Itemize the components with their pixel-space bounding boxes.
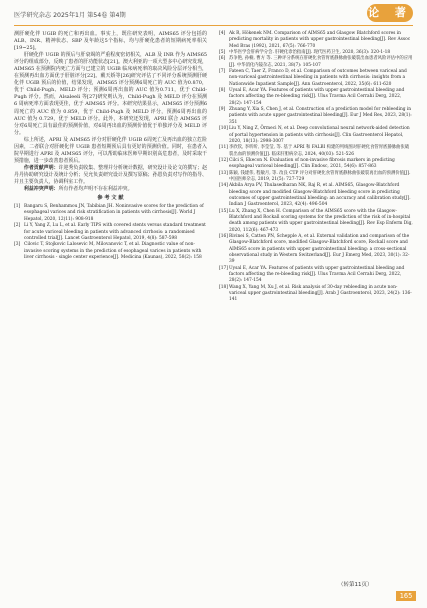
references-title: 参 考 文 献	[97, 195, 124, 202]
left-column	[14, 31, 207, 261]
reference-number: [14]	[219, 183, 228, 189]
reference-number: [18]	[219, 284, 228, 290]
right-column	[219, 31, 413, 304]
reference-number: [2]	[14, 223, 21, 229]
reference-text: 苏争艳, 孙楠, 曹方 等. 三种评分系统在肝硬化食管胃底静脉曲张破裂出血患者风险评估中的应用[J]. 中华消化内镜杂志, 2021, 38(7): 105-107	[229, 56, 413, 68]
reference-item	[219, 183, 413, 208]
conflict-text: 所有作者均声明不存在利益冲突。	[58, 186, 133, 193]
reference-text: 陈颖, 钱建伟, 程敏月, 等. 改良 CTP 评分对肝硬化食管胃底静脉曲张破裂再出血的预测价值[J]. 中国医师杂志, 2019, 21(5): 727-729	[229, 170, 411, 182]
reference-text: Ak R, Hökenek NM. Comparison of AIMS65 and Glasgow Blatchford scores in predicting mortality in patients with upper gastrointestinal bleeding[J]. Rev Assoc Med Bras (1992), 2021, 67(5): 766-770	[229, 31, 411, 49]
reference-item	[219, 56, 413, 69]
reference-item	[219, 171, 413, 184]
reference-item	[219, 107, 413, 126]
paragraph: 测肝硬化伴 UGIB 的死亡和再出血。事实上，既往研究表明，AIMS65 评分包括的 ALB、INR、精神状态、SBP 及年龄这5个指标，均与肝硬化患者的短期病死率相关[19~25]。	[14, 31, 207, 52]
reference-number: [12]	[219, 157, 228, 163]
reference-text: Cilci S, Ekecon N. Evaluation of non-invasive fibrosis markers in predicting esophageal variceal bleeding[J]. Clin Endosc, 2021, 54(6): 857-863	[229, 157, 395, 170]
reference-item	[219, 31, 413, 50]
reference-number: [6]	[219, 56, 226, 62]
reference-text: Lu X, Zhang X, Chen H. Comparison of the AIMS65 score with the Glasgow-Blatchford and Rockall scoring systems for the prediction of the risk of in-hospital death among patients with upper gastrointestinal bleeding[J]. Rev Esp Enferm Dig, 2020, 112(6): 467-473	[229, 208, 413, 233]
reference-number: [15]	[219, 208, 228, 214]
reference-number: [10]	[219, 126, 228, 132]
reference-item	[219, 158, 413, 171]
reference-item	[219, 266, 413, 285]
paragraph: 综上所述，APRI 及 AIMS65 评分对肝硬化伴 UGIB 6周死亡及再出血的独立危险因素，二者联合对肝硬化伴 UGIB 患者短期预后具有更好的预测价值。同时，在患者入院早期进行 APRI 及 AIMS65 评分，可以帮助临床医师早期识别高危患者，及时采取干预措施，进一步改善患者预后。	[14, 136, 207, 164]
paragraph: 肝硬化伴 UGIB 的预后与肝衰竭的严重程度密切相关，ALB 及 INR 作为 AIMS65 评分的组成部分，反映了患者的肝功能状态[21]。澳大利亚的一项大型多中心研究发现，AIMS65 在预测院内死亡方面与已建立的 UGIB 临床病死率的取决风险分层评分相当，在预测再出血方面优于肝脏评分[22]。戴天娇等[26]研究评估了不同评分系统预测肝硬化伴 UGIB 预后的价值，结果发现，AIMS65 评分预测6周死亡的 AUC 值为0.870，优于 Child-Pugh、MELD 评分；预测6周再出血的 AUC 值为0.711，优于 Child-Pugh 评分。然而，Alsaleeli 等[27]研究则认为，Child-Pugh 及 MELD 评分在预测 6 周病死率方面表现更佳，优于 AIMS65 评分。本研究结果显示，AIMS65 评分预测6周死亡的 AUC 值为 0.859，优于 Child-Pugh 及 MELD 评分，预测6周再出血的 AUC 值为 0.729，优于 MELD 评分。此外，本研究还发现，APRI 联合 AIMS65 评分对6周死亡具有最佳的预测价值，对6周再出血的预测价值优于单独评分及 MELD 评分。	[14, 52, 207, 136]
reference-text: Bangaru S, Benhammou JN, Tabibian JH. Noninvasive scores for the prediction of esophageal varices and risk stratification in patients with cirrhosis[J]. World J Hepatol, 2020, 12(11): 908-918	[24, 204, 204, 222]
reference-text: Uysal E, Acar YA. Features of patients with upper gastrointestinal bleeding and factors affecting the re-bleeding risk[J]. Ulus Travma Acil Cerrahi Derg, 2022, 28(2): 147-154	[229, 88, 405, 106]
reference-number: [9]	[219, 107, 226, 113]
section-badge: 论 著	[367, 4, 413, 22]
reference-text: Li Y, Yang Z, Lu L, et al. Early TIPS with covered stents versus standard treatment for acute variceal bleeding in patients with advanced cirrhosis: a randomised controlled trial[J]. Lancet Gastroenterol Hepatol, 2019, 4(8): 587-598	[24, 223, 206, 241]
reference-number: [5]	[219, 50, 226, 56]
author-contribution-text: 许迎秀负责收集、整理并分析统计数据，研究设计及论文的撰写；赵丹丹协助研究设计及统计分析；吴允负责研究设计及撰写原稿；孙恩负责对写作的指导、并且主要负责人，协调科室工作。	[14, 164, 208, 185]
reference-text: Cilovic T, Stojkovic Lalosevic M, Milovanovic T, et al. Diagnostic value of non-invasive scoring systems in the prediction of esophageal varices in patients with liver cirrhosis - single center experience[J]. Medicina (Kaunas), 2022, 58(2): 158	[24, 242, 202, 260]
reference-text: Liu Y, Ning Z, Örmeci N, et al. Deep convolutional neural network-aided detection of portal hypertension in patients with cirrhosis[J]. Clin Gastroenterol Hepatol, 2020, 18(13): 2998-3007	[229, 126, 410, 144]
reference-text: Fateen C, Taer Z, Franco D, et al. Comparison of outcomes between variceal and non-variceal gastrointestinal bleeding in patients with cirrhosis: insights from a Nationwide Inpatient Sample[J]. Ann Gastroenterol, 2022, 35(6): 611-620	[229, 69, 407, 87]
reference-number: [11]	[219, 145, 228, 151]
continued-note: （转第11页）	[338, 582, 373, 588]
reference-item	[219, 88, 413, 107]
reference-text: Akbila Arya PV, Thulasedharan NK, Raj R, et al. AIMS65, Glasgow-Blatchford bleeding score and modified Glasgow-Blatchford bleeding score in predicting outcomes of upper gastrointestinal bleeding: an accuracy and calibration study[J]. Indian J Gastroenterol, 2023, 42(4): 496-504	[229, 183, 411, 208]
reference-item	[14, 242, 207, 261]
conflict-statement	[14, 186, 207, 193]
reference-text: Uysal E, Acar YA. Features of patients with upper gastrointestinal bleeding and factors affecting the re-bleeding risk[J]. Ulus Travma Acil Cerrahi Derg, 2022, 28(2): 147-154	[229, 265, 405, 284]
reference-text: 中华医学会肝病学分会. 肝硬化诊治指南[J]. 现代医药卫生, 2020, 36(3): 320-1-18	[229, 50, 391, 56]
page-header	[14, 4, 413, 26]
reference-number: [16]	[219, 234, 228, 239]
reference-number: [4]	[219, 31, 226, 36]
header-rule	[14, 25, 413, 26]
author-contribution	[14, 165, 207, 186]
reference-number: [17]	[219, 265, 228, 271]
reference-number: [7]	[219, 69, 226, 75]
reference-list	[14, 204, 207, 261]
reference-number: [3]	[14, 242, 21, 248]
page-number: 165	[396, 591, 416, 601]
author-contribution-label: 作者贡献声明：	[23, 164, 59, 171]
reference-item	[219, 209, 413, 234]
reference-item	[219, 69, 413, 88]
journal-running-head: 医学研究杂志 2025年1月 第54卷 第4期	[14, 12, 126, 19]
reference-item	[14, 204, 207, 223]
reference-text: Wang X, Yang M, Xu J, et al. Risk analysis of 30-day rebleeding in acute non-variceal upper gastrointestinal bleeding[J]. Arab J Gastroenterol, 2023, 24(2): 136-141	[229, 284, 412, 303]
reference-item	[14, 223, 207, 242]
reference-item	[219, 285, 413, 304]
reference-text: Zhuang Y, Xia S, Chen J, et al. Construction of a prediction model for rebleeding in patients with acute upper gastrointestinal bleeding[J]. Eur J Med Res, 2023, 28(1): 351	[229, 107, 412, 125]
conflict-label: 利益冲突声明：	[23, 186, 59, 193]
reference-item	[219, 145, 413, 158]
reference-number: [8]	[219, 88, 226, 94]
reference-number: [1]	[14, 204, 21, 210]
reference-item	[219, 234, 413, 266]
reference-list	[219, 31, 413, 304]
reference-number: [13]	[219, 170, 228, 176]
reference-text: Rivinei S, Catten PN, Schepple A, et al. External validation and comparison of the Glasgow-Blatchford score, modified Glasgow-Blatchford score, Rockall score and AIMS65 score in patients with upper gastrointestinal bleeding: a cross-sectional observational study in Western Switzerland[J]. Eur J Emerg Med, 2023, 30(1): 32-39	[229, 234, 410, 265]
reference-text: 李欣钦, 李昕昕, 李莹莹, 等. 基于 APRI 和 FALBI 构建的列线图对肝硬化食管胃底静脉曲张破裂出血的预测价值[J]. 临床肝胆病杂志, 2024, 40(03): 521-526	[229, 145, 410, 157]
reference-item	[219, 126, 413, 145]
